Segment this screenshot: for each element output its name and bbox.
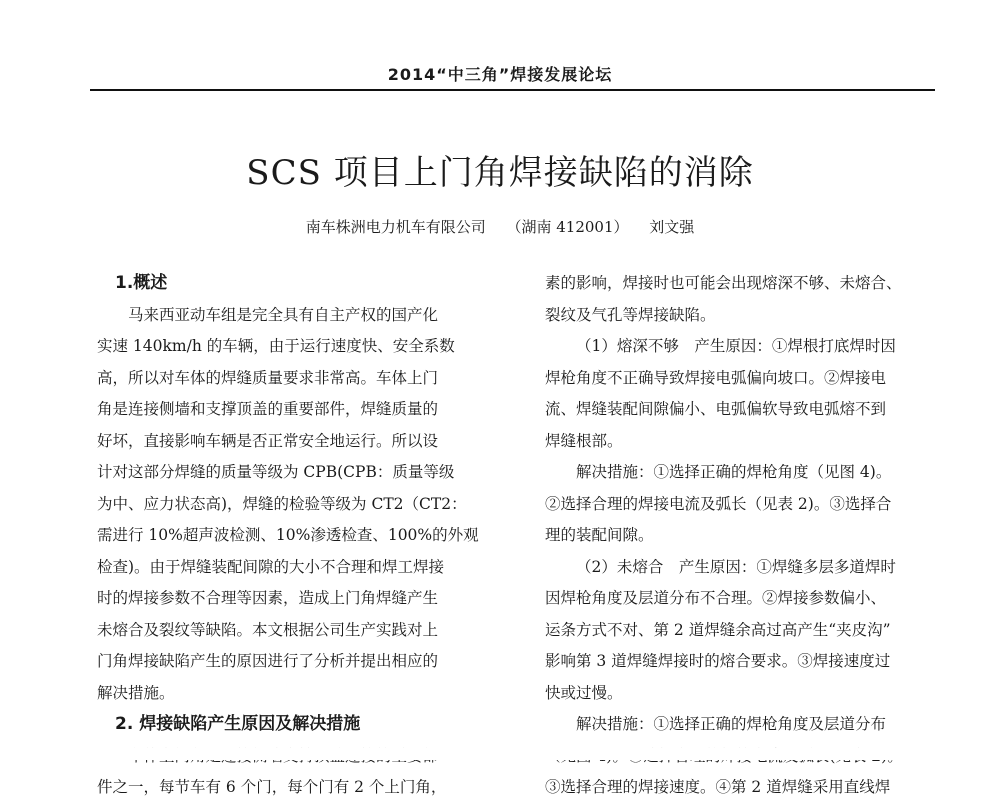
- paragraph-line: 因焊枪角度及层道分布不合理。②焊接参数偏小、: [545, 589, 887, 607]
- paragraph-line: 时的焊接参数不合理等因素，造成上门角焊缝产生: [97, 589, 439, 607]
- paragraph-line: 理的装配间隙。: [545, 526, 654, 544]
- paragraph-line: 解决措施。: [97, 683, 175, 702]
- paragraph-line: 运条方式不对、第 2 道焊缝余高过高产生“夹皮沟”: [545, 620, 891, 639]
- paragraph-line: （1）熔深不够 产生原因：①焊根打底焊时因: [576, 337, 896, 355]
- paragraph-line: 解决措施：①选择正确的焊枪角度及层道分布: [576, 715, 887, 733]
- paragraph-line: 解决措施：①选择正确的焊枪角度（见图 4)。: [576, 463, 892, 481]
- header-divider: [90, 89, 935, 91]
- paragraph-line: 未熔合及裂纹等缺陷。本文根据公司生产实践对上: [97, 620, 439, 639]
- paragraph-line: ②选择合理的焊接电流及弧长（见表 2)。③选择合: [545, 494, 892, 513]
- paragraph-line: 焊枪角度不正确导致焊接电弧偏向坡口。②焊接电: [545, 368, 887, 387]
- paragraph-line: 需进行 10%超声波检测、10%渗透检查、100%的外观: [97, 526, 479, 544]
- left-column: [97, 268, 489, 804]
- section-heading: 2. 焊接缺陷产生原因及解决措施: [115, 714, 361, 734]
- running-header: 2014“中三角”焊接发展论坛: [387, 65, 613, 84]
- article-title: SCS 项目上门角焊接缺陷的消除: [246, 153, 754, 193]
- section-heading: 1.概述: [115, 273, 168, 293]
- paragraph-line: 为中、应力状态高)，焊缝的检验等级为 CT2（CT2：: [97, 494, 467, 513]
- paragraph-line: 检查)。由于焊缝装配间隙的大小不合理和焊工焊接: [97, 557, 445, 576]
- paragraph-line: 角是连接侧墙和支撑顶盖的重要部件，焊缝质量的: [97, 400, 439, 418]
- paragraph-line: 件之一，每节车有 6 个门，每个门有 2 个上门角，: [97, 778, 447, 796]
- paragraph-line: 影响第 3 道焊缝焊接时的熔合要求。③焊接速度过: [545, 652, 891, 670]
- paragraph-line: 流、焊缝装配间隙偏小、电弧偏软导致电弧熔不到: [545, 400, 887, 418]
- affiliation: 南车株洲电力机车有限公司: [305, 218, 486, 236]
- location: （湖南 412001）: [506, 218, 629, 236]
- paragraph-line: （2）未熔合 产生原因：①焊缝多层多道焊时: [576, 557, 896, 576]
- paragraph-line: 裂纹及气孔等焊接缺陷。: [545, 305, 716, 324]
- paragraph-line: 素的影响，焊接时也可能会出现熔深不够、未熔合、: [545, 274, 902, 292]
- paragraph-line: 计对这部分焊缝的质量等级为 CPB(CPB：质量等级: [97, 463, 455, 481]
- author-line: [0, 216, 1000, 237]
- paragraph-line: 门角焊接缺陷产生的原因进行了分析并提出相应的: [97, 652, 439, 670]
- paragraph-line: 高，所以对车体的焊缝质量要求非常高。车体上门: [97, 368, 439, 387]
- paragraph-line: ③选择合理的焊接速度。④第 2 道焊缝采用直线焊: [545, 778, 891, 796]
- page-crop-edge: [0, 748, 1000, 760]
- right-column: [545, 268, 937, 804]
- paragraph-line: 焊缝根部。: [545, 431, 623, 450]
- author-name: 刘文强: [649, 218, 695, 236]
- paragraph-line: 快或过慢。: [545, 683, 623, 702]
- paragraph-line: 马来西亚动车组是完全具有自主产权的国产化: [128, 305, 439, 324]
- paragraph-line: 实速 140km/h 的车辆，由于运行速度快、安全系数: [97, 337, 455, 355]
- paragraph-line: 好坏，直接影响车辆是否正常安全地运行。所以设: [97, 431, 439, 450]
